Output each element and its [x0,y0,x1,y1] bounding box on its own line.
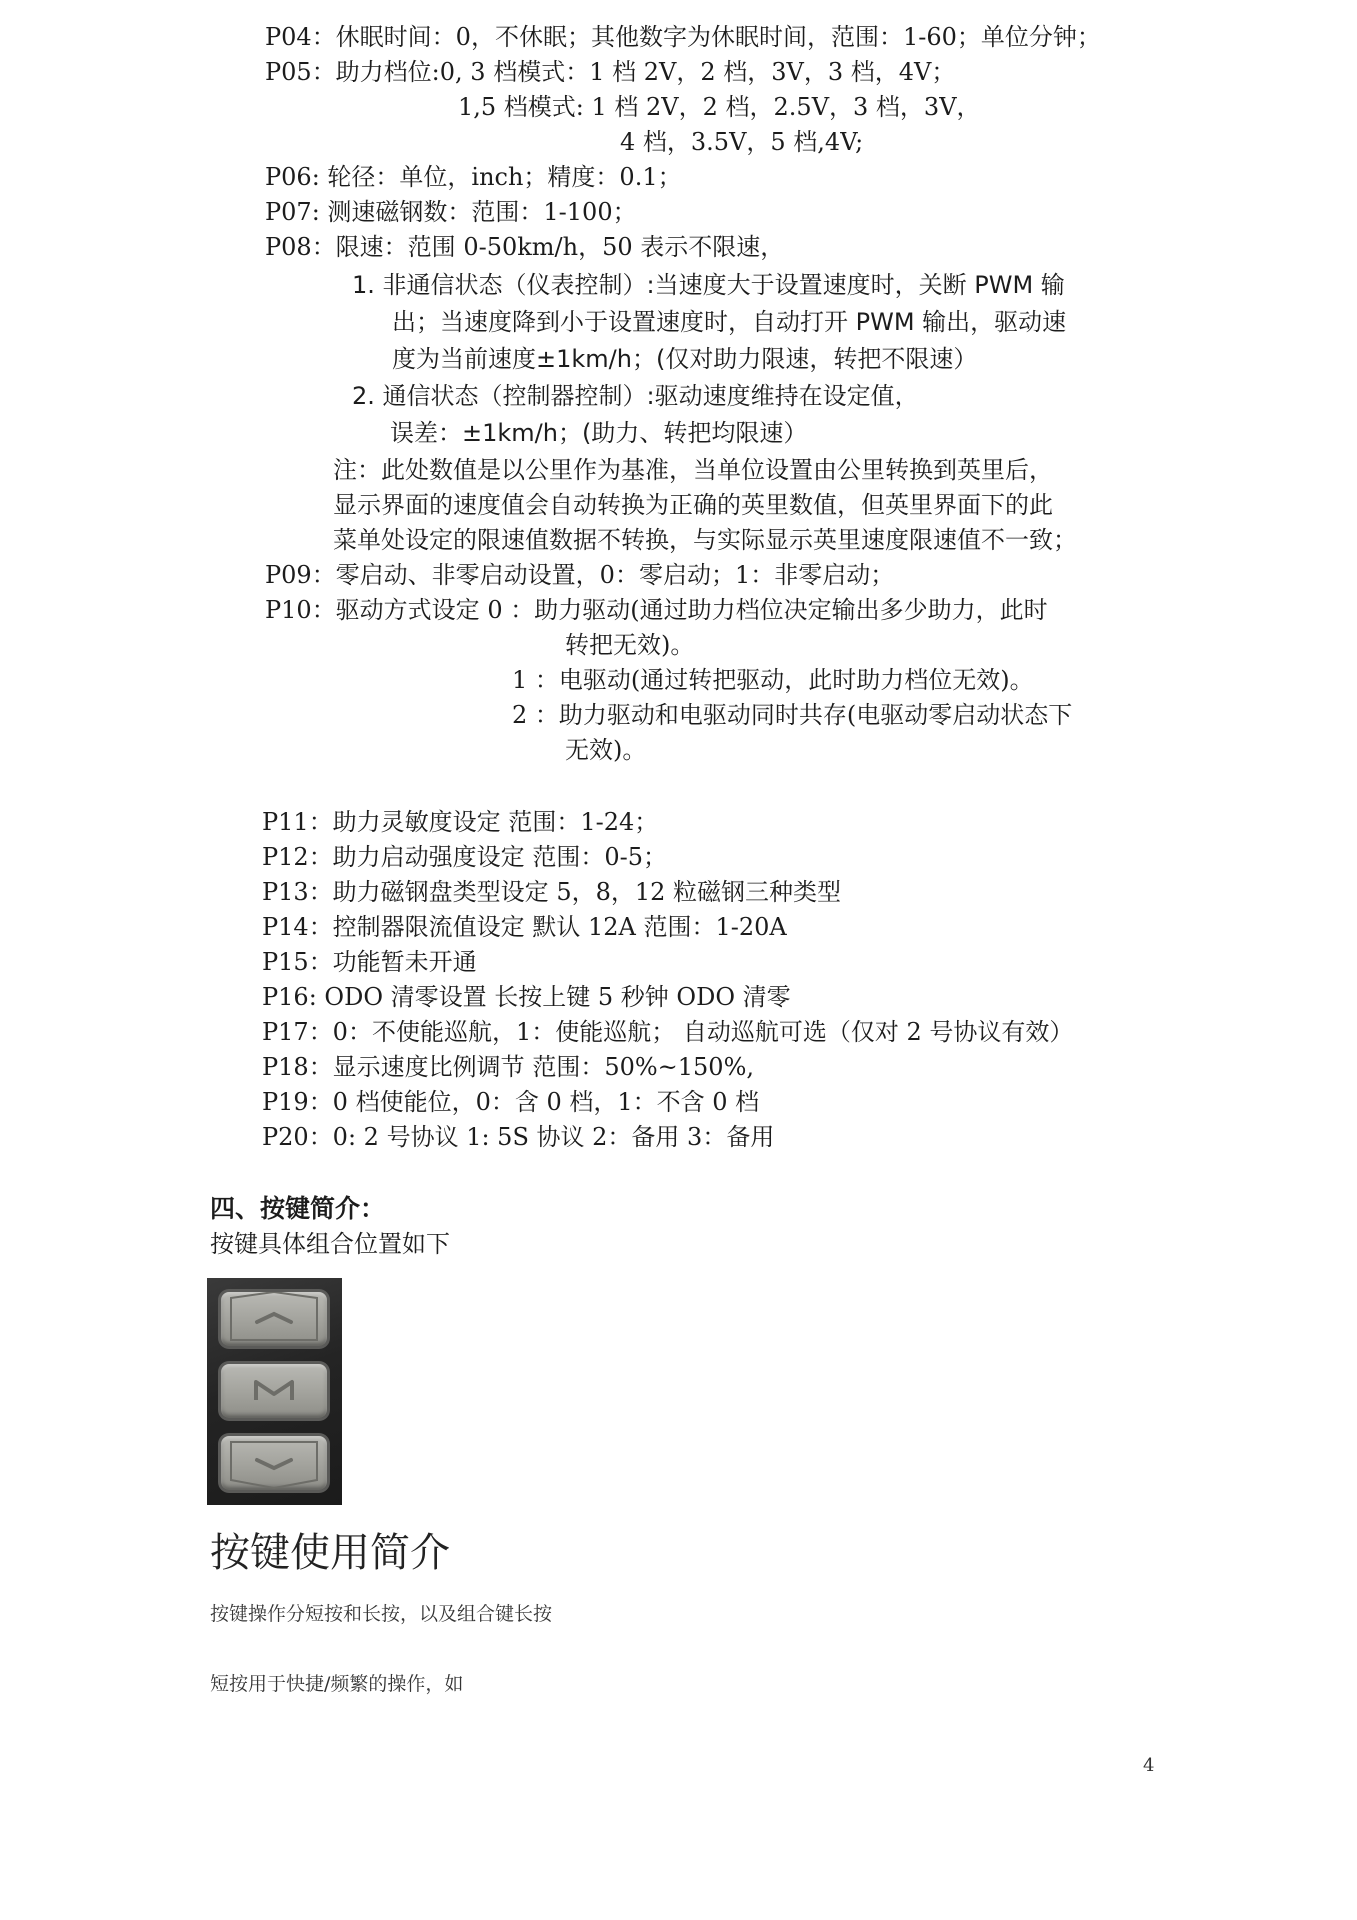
usage-title: 按键使用简介 [210,1530,450,1576]
param-p11: P11：助力灵敏度设定 范围：1-24； [262,808,659,836]
param-p10-cont: 转把无效)。 [565,631,695,659]
param-p08-item2-cont: 误差：±1km/h；(助力、转把均限速） [390,419,808,447]
note-line-2: 显示界面的速度值会自动转换为正确的英里数值，但英里界面下的此 [333,491,1053,519]
param-p16: P16: ODO 清零设置 长按上键 5 秒钟 ODO 清零 [262,983,791,1011]
section-intro: 按键具体组合位置如下 [210,1230,450,1258]
param-p08: P08：限速：范围 0-50km/h，50 表示不限速， [265,233,785,261]
usage-line-1: 按键操作分短按和长按，以及组合键长按 [210,1603,553,1625]
section-heading: 四、按键简介： [210,1194,386,1223]
param-p19: P19：0 档使能位，0：含 0 档，1：不含 0 档 [262,1088,760,1116]
keypad-photo [207,1278,342,1505]
param-p08-item1-cont1: 出；当速度降到小于设置速度时，自动打开 PWM 输出，驱动速 [392,308,1067,336]
param-p20: P20：0: 2 号协议 1: 5S 协议 2：备用 3：备用 [262,1123,775,1151]
param-p13: P13：助力磁钢盘类型设定 5，8，12 粒磁钢三种类型 [262,878,842,906]
down-key-icon [221,1436,327,1490]
up-key-icon [221,1292,327,1346]
param-p06: P06: 轮径：单位，inch；精度：0.1； [265,163,682,191]
param-p10-option2-cont: 无效)。 [565,736,647,764]
param-p08-item1: 1. 非通信状态（仪表控制）:当速度大于设置速度时，关断 PWM 输 [352,271,1065,299]
param-p10-option2: 2 ：助力驱动和电驱动同时共存(电驱动零启动状态下 [512,701,1073,729]
param-p15: P15：功能暂未开通 [262,948,477,976]
up-key [221,1292,327,1346]
down-key [221,1436,327,1490]
param-p07: P07: 测速磁钢数：范围：1-100； [265,198,637,226]
m-key-icon [221,1364,327,1418]
param-p08-item1-cont2: 度为当前速度±1km/h；(仅对助力限速，转把不限速） [392,345,978,373]
param-p18: P18：显示速度比例调节 范围：50%~150%, [262,1053,755,1081]
param-p04: P04：休眠时间：0，不休眠；其他数字为休眠时间，范围：1-60；单位分钟； [265,23,1101,51]
param-p10: P10：驱动方式设定 0 ：助力驱动(通过助力档位决定输出多少助力，此时 [265,596,1048,624]
param-p05-mode5: 1,5 档模式: 1 档 2V，2 档，2.5V，3 档，3V， [458,93,981,121]
param-p12: P12：助力启动强度设定 范围：0-5； [262,843,667,871]
page-number: 4 [1143,1755,1155,1776]
usage-line-2: 短按用于快捷/频繁的操作，如 [210,1673,464,1695]
param-p05: P05：助力档位:0, 3 档模式：1 档 2V，2 档，3V，3 档，4V； [265,58,956,86]
note-line-3: 菜单处设定的限速值数据不转换，与实际显示英里速度限速值不一致； [333,526,1077,554]
param-p09: P09：零启动、非零启动设置，0：零启动；1：非零启动； [265,561,895,589]
param-p17: P17：0：不使能巡航，1：使能巡航； 自动巡航可选（仅对 2 号协议有效） [262,1018,1074,1046]
param-p05-mode5-cont: 4 档，3.5V，5 档,4V; [620,128,864,156]
note-line-1: 注：此处数值是以公里作为基准，当单位设置由公里转换到英里后， [333,456,1053,484]
param-p14: P14：控制器限流值设定 默认 12A 范围：1-20A [262,913,787,941]
param-p10-option1: 1 ：电驱动(通过转把驱动，此时助力档位无效)。 [512,666,1034,694]
m-key [221,1364,327,1418]
param-p08-item2: 2. 通信状态（控制器控制）:驱动速度维持在设定值， [352,382,919,410]
